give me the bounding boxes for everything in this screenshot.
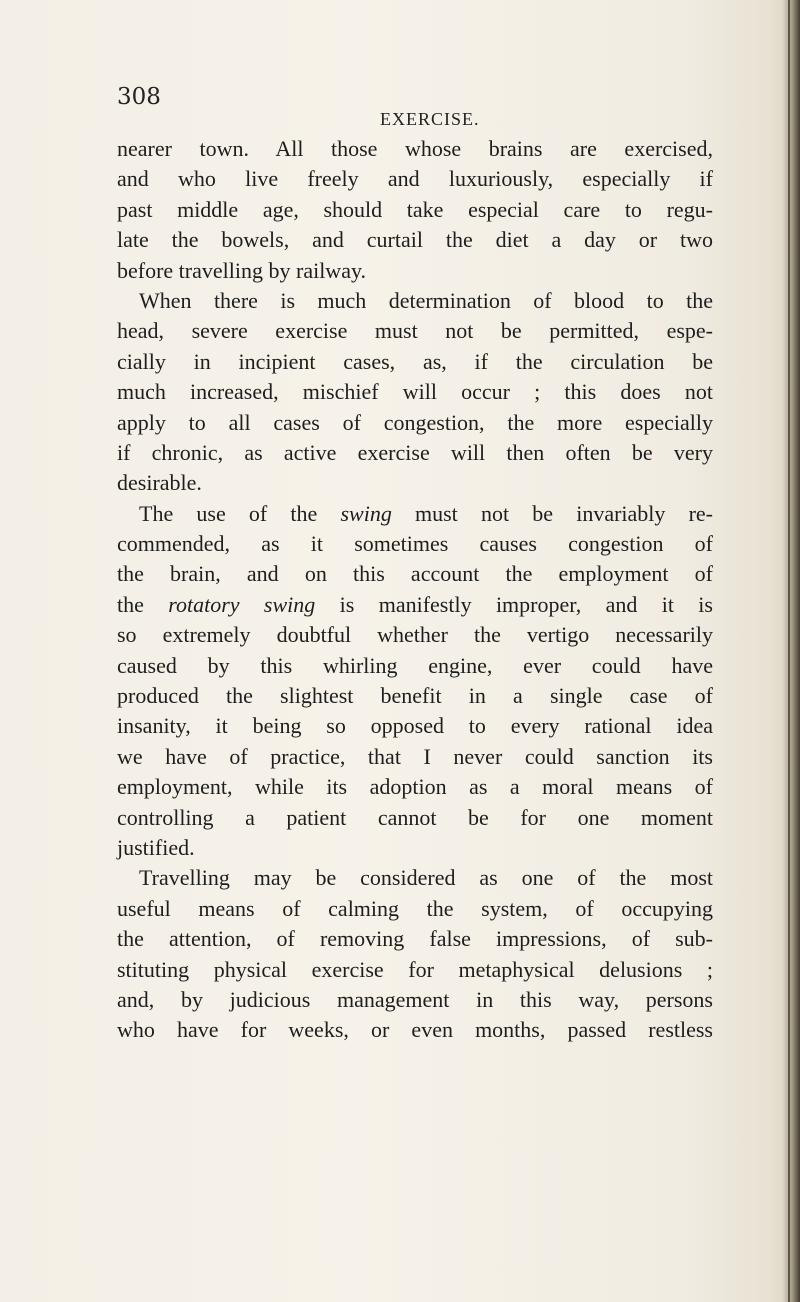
text-line: who have for weeks, or even months, passed restless <box>117 1017 713 1043</box>
text-line: and, by judicious management in this way, persons <box>117 986 713 1012</box>
text-line: stituting physical exercise for metaphysical delusions ; <box>117 956 713 982</box>
text-segment: the <box>117 591 169 617</box>
text-line: justified. <box>117 834 195 860</box>
running-head: EXERCISE. <box>380 109 480 129</box>
text-line: head, severe exercise must not be permitted, espe- <box>117 318 713 344</box>
italic-phrase: rotatory swing <box>168 591 316 617</box>
text-line: late the bowels, and curtail the diet a day or two <box>117 227 713 253</box>
text-line: employment, while its adoption as a moral means of <box>117 774 713 800</box>
text-line: the brain, and on this account the employment of <box>117 561 713 587</box>
text-line: desirable. <box>117 470 202 496</box>
text-line: caused by this whirling engine, ever could have <box>117 652 713 678</box>
text-line: nearer town. All those whose brains are exercised, <box>117 136 713 161</box>
text-line <box>117 499 713 529</box>
page-edge-shadow <box>782 0 800 1302</box>
text-line: When there is much determination of blood to the <box>139 287 713 313</box>
text-line: if chronic, as active exercise will then often be very <box>117 439 713 465</box>
page-number: 308 <box>117 84 161 110</box>
text-line: controlling a patient cannot be for one moment <box>117 804 713 830</box>
page-header <box>90 78 710 129</box>
text-line: produced the slightest benefit in a single case of <box>117 683 713 709</box>
text-line: the attention, of removing false impressions, of sub- <box>117 926 713 952</box>
text-line: insanity, it being so opposed to every rational idea <box>117 713 713 739</box>
text-line: commended, as it sometimes causes congestion of <box>117 531 713 557</box>
text-segment: is manifestly improper, and it is <box>315 591 713 617</box>
text-line: past middle age, should take especial care to regu- <box>117 196 713 222</box>
text-line: so extremely doubtful whether the vertigo necessarily <box>117 622 713 648</box>
text-line: and who live freely and luxuriously, especially if <box>117 166 713 192</box>
italic-phrase: swing <box>340 500 392 526</box>
text-line: apply to all cases of congestion, the more especially <box>117 409 713 435</box>
text-line <box>117 590 713 620</box>
text-line: Travelling may be considered as one of the most <box>139 865 713 891</box>
text-segment: The use of the <box>139 500 341 526</box>
text-line: before travelling by railway. <box>117 257 367 283</box>
text-line: we have of practice, that I never could sanction its <box>117 743 713 769</box>
page-edge-line <box>788 0 790 1302</box>
text-segment: must not be invariably re- <box>391 500 714 526</box>
text-line: much increased, mischief will occur ; this does not <box>117 379 713 405</box>
text-line: cially in incipient cases, as, if the circulation be <box>117 348 713 374</box>
text-line: useful means of calming the system, of occupying <box>117 895 713 921</box>
body-text <box>117 134 713 1046</box>
